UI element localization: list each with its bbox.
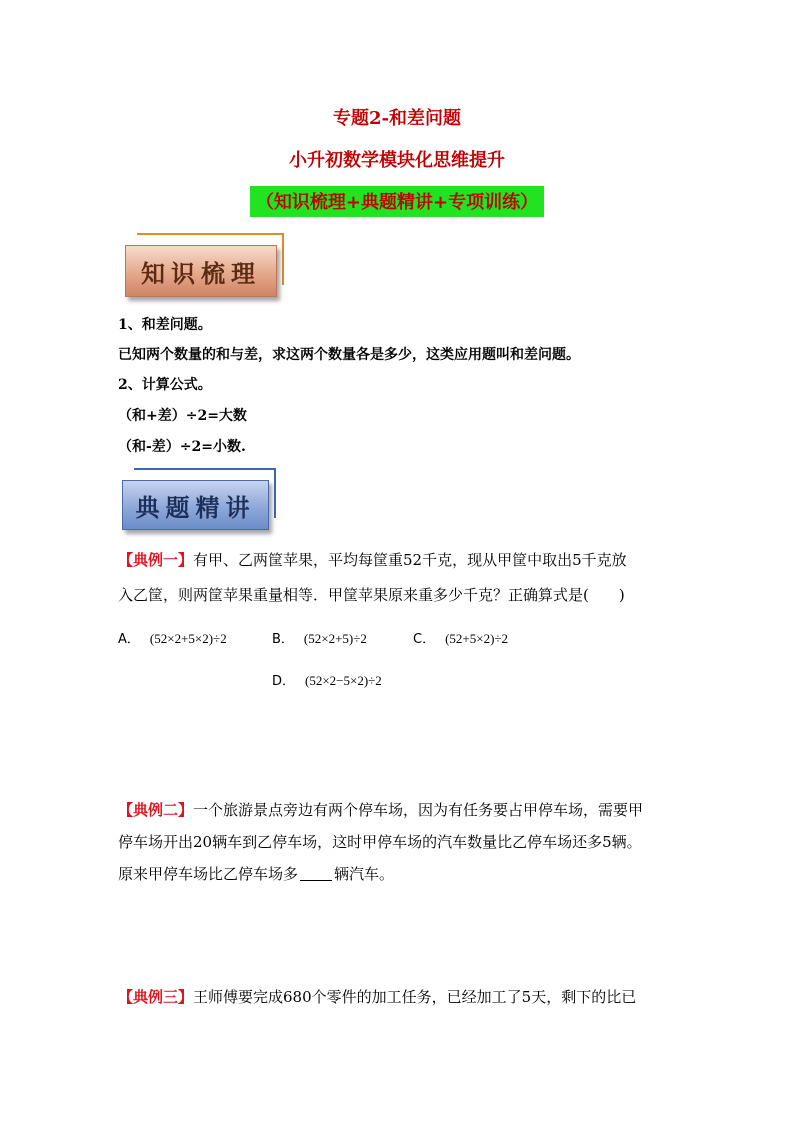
- knowledge-item-2: 已知两个数量的和与差，求这两个数量各是多少，这类应用题叫和差问题。: [118, 347, 580, 363]
- knowledge-item-5: （和-差）÷2=小数.: [118, 439, 246, 455]
- option-d-expr: (52×2−5×2)÷2: [305, 673, 382, 688]
- knowledge-item-1: 1、和差问题。: [118, 317, 212, 333]
- option-b-label: B．: [272, 632, 294, 647]
- option-b[interactable]: [272, 628, 367, 647]
- example1-line1: [118, 549, 627, 570]
- option-c[interactable]: [413, 628, 508, 647]
- knowledge-banner-label: 知识梳理: [125, 245, 277, 297]
- option-d[interactable]: [272, 670, 382, 689]
- option-a[interactable]: [118, 628, 227, 647]
- option-a-label: A．: [118, 632, 140, 647]
- doc-title: 专题2-和差问题: [333, 108, 461, 129]
- option-c-expr: (52+5×2)÷2: [445, 631, 509, 646]
- option-d-label: D．: [272, 674, 296, 689]
- option-c-label: C．: [413, 632, 436, 647]
- example2-text1: 一个旅游景点旁边有两个停车场，因为有任务要占甲停车场，需要甲: [193, 801, 644, 819]
- example1-text2: 入乙筐，则两筐苹果重量相等．甲筐苹果原来重多少千克？正确算式是(: [118, 586, 589, 604]
- example2-text3b: 辆汽车。: [334, 865, 395, 883]
- example2-line2: 停车场开出20辆车到乙停车场，这时甲停车场的汽车数量比乙停车场还多5辆。: [118, 833, 642, 851]
- example1-tag: 【典例一】: [118, 551, 194, 569]
- example2-line1: [118, 799, 643, 820]
- example2-text3a: 原来甲停车场比乙停车场多: [118, 865, 299, 883]
- example1-line2: [118, 584, 625, 605]
- example1-text1: 有甲、乙两筐苹果，平均每筐重52千克，现从甲筐中取出5千克放: [193, 551, 627, 569]
- doc-tagline: （知识梳理+典题精讲+专项训练）: [250, 186, 544, 217]
- example1-paren-close: ): [618, 586, 625, 604]
- example3-tag: 【典例三】: [118, 988, 194, 1006]
- knowledge-item-3: 2、计算公式。: [118, 377, 212, 393]
- example3-line1: [118, 986, 636, 1007]
- example3-text1: 王师傅要完成680个零件的加工任务，已经加工了5天，剩下的比已: [193, 988, 637, 1006]
- example2-line3: [118, 863, 394, 884]
- tagline-wrap: [0, 186, 794, 217]
- doc-subtitle: 小升初数学模块化思维提升: [289, 150, 505, 171]
- option-a-expr: (52×2+5×2)÷2: [149, 631, 227, 646]
- example2-tag: 【典例二】: [118, 801, 194, 819]
- option-b-expr: (52×2+5)÷2: [303, 631, 367, 646]
- knowledge-item-4: （和+差）÷2=大数: [118, 408, 247, 424]
- examples-banner-label: 典题精讲: [122, 480, 269, 530]
- answer-blank-line[interactable]: [300, 866, 332, 881]
